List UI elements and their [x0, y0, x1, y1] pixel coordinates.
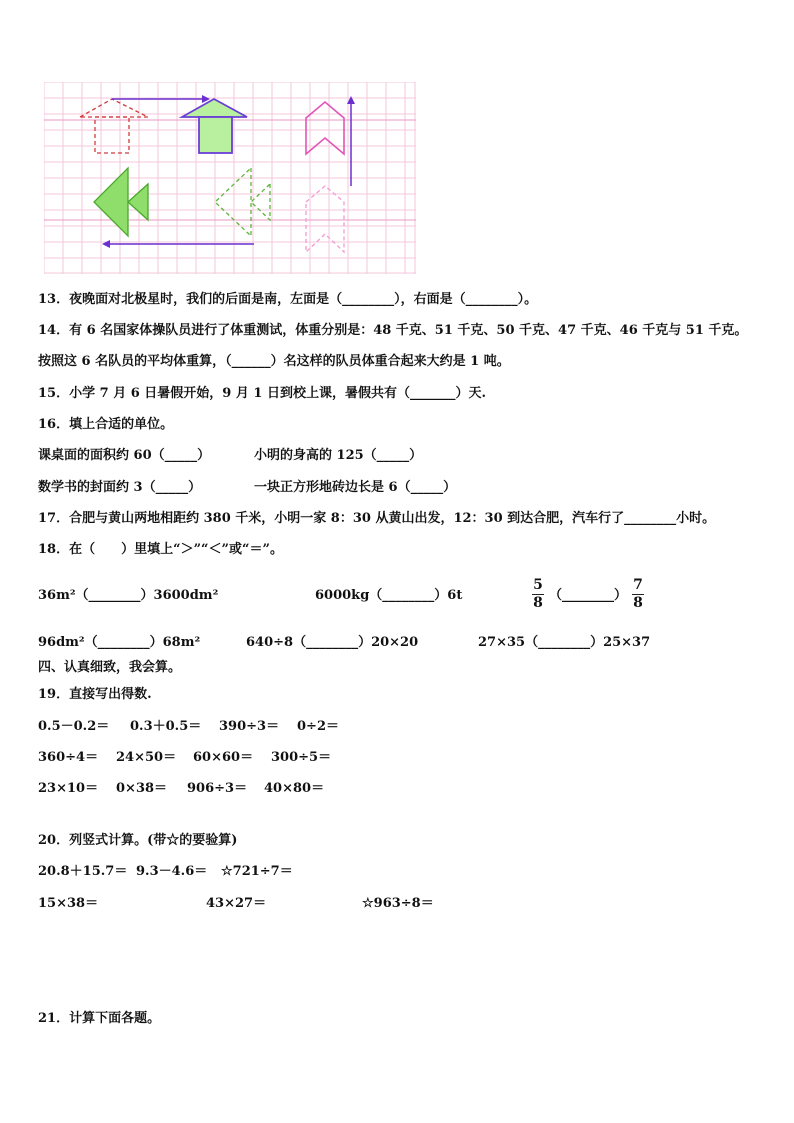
question-21: 21．计算下面各题。: [38, 1011, 161, 1026]
fraction-five-eighths: [532, 577, 544, 612]
question-18-item2: 6000kg（________）6t: [315, 588, 463, 603]
calc-item: 0.3＋0.5＝: [130, 719, 202, 734]
left-arrow-icon: [102, 240, 254, 248]
red-dashed-house-shape: [80, 99, 148, 153]
question-18-item4: 96dm²（________）68m²: [38, 635, 201, 650]
vertical-calc-item: 9.3－4.6＝: [136, 864, 208, 879]
question-17: 17．合肥与黄山两地相距约 380 千米，小明一家 8：30 从黄山出发，12：30 到达合肥，汽车行了________小时。: [38, 511, 716, 526]
calc-item: 300÷5＝: [271, 750, 332, 765]
vertical-calc-item: 20.8＋15.7＝: [38, 864, 128, 879]
question-18: 18．在（ ）里填上“＞”“＜”或“＝”。: [38, 542, 283, 557]
translation-grid-figure: [44, 82, 416, 274]
question-16-item4: 一块正方形地砖边长是 6（_____）: [254, 480, 457, 495]
calc-item: 0.5－0.2＝: [38, 719, 110, 734]
question-15: 15．小学 7 月 6 日暑假开始，9 月 1 日到校上课，暑假共有（_______）天.: [38, 386, 486, 401]
question-19: 19．直接写出得数.: [38, 687, 152, 702]
question-16-item2: 小明的身高的 125（_____）: [254, 448, 423, 463]
vertical-calc-item: ☆963÷8＝: [362, 896, 434, 911]
vertical-calc-item: ☆721÷7＝: [221, 864, 293, 879]
fraction-denominator: 8: [633, 595, 643, 611]
fraction-numerator: 7: [633, 577, 643, 593]
calc-item: 360÷4＝: [38, 750, 99, 765]
fraction-numerator: 5: [533, 577, 543, 593]
calc-item: 390÷3＝: [219, 719, 280, 734]
calc-item: 0×38＝: [116, 781, 168, 796]
question-20: 20．列竖式计算。(带☆的要验算): [38, 833, 238, 848]
question-16-item3: 数学书的封面约 3（_____）: [38, 480, 202, 495]
vertical-calc-item: 15×38＝: [38, 896, 99, 911]
vertical-calc-item: 43×27＝: [206, 896, 267, 911]
question-18-item5: 640÷8（________）20×20: [246, 635, 419, 650]
right-arrow-icon: [112, 95, 210, 103]
calc-item: 40×80＝: [264, 781, 325, 796]
green-house-shape: [182, 99, 247, 153]
question-13: 13．夜晚面对北极星时，我们的后面是南，左面是（________），右面是（________）。: [38, 292, 538, 307]
question-18-item6: 27×35（________）25×37: [478, 635, 651, 650]
question-14-line2: 按照这 6 名队员的平均体重算，（______）名这样的队员体重合起来大约是 1 吨。: [38, 354, 510, 369]
calc-item: 24×50＝: [116, 750, 177, 765]
calc-item: 23×10＝: [38, 781, 99, 796]
question-16-item1: 课桌面的面积约 60（_____）: [38, 448, 211, 463]
calc-item: 906÷3＝: [187, 781, 248, 796]
fraction-seven-eighths: [632, 577, 644, 612]
section-4-heading: 四、认真细致，我会算。: [38, 660, 182, 675]
question-18-item3-blank: （________）: [549, 588, 628, 603]
question-14-line1: 14．有 6 名国家体操队员进行了体重测试，体重分别是：48 千克、51 千克、50 千克、47 千克、46 千克与 51 千克。: [38, 323, 748, 338]
calc-item: 60×60＝: [193, 750, 254, 765]
question-18-item1: 36m²（________）3600dm²: [38, 588, 219, 603]
calc-item: 0÷2＝: [297, 719, 339, 734]
question-16: 16．填上合适的单位。: [38, 417, 174, 432]
fraction-denominator: 8: [533, 595, 543, 611]
